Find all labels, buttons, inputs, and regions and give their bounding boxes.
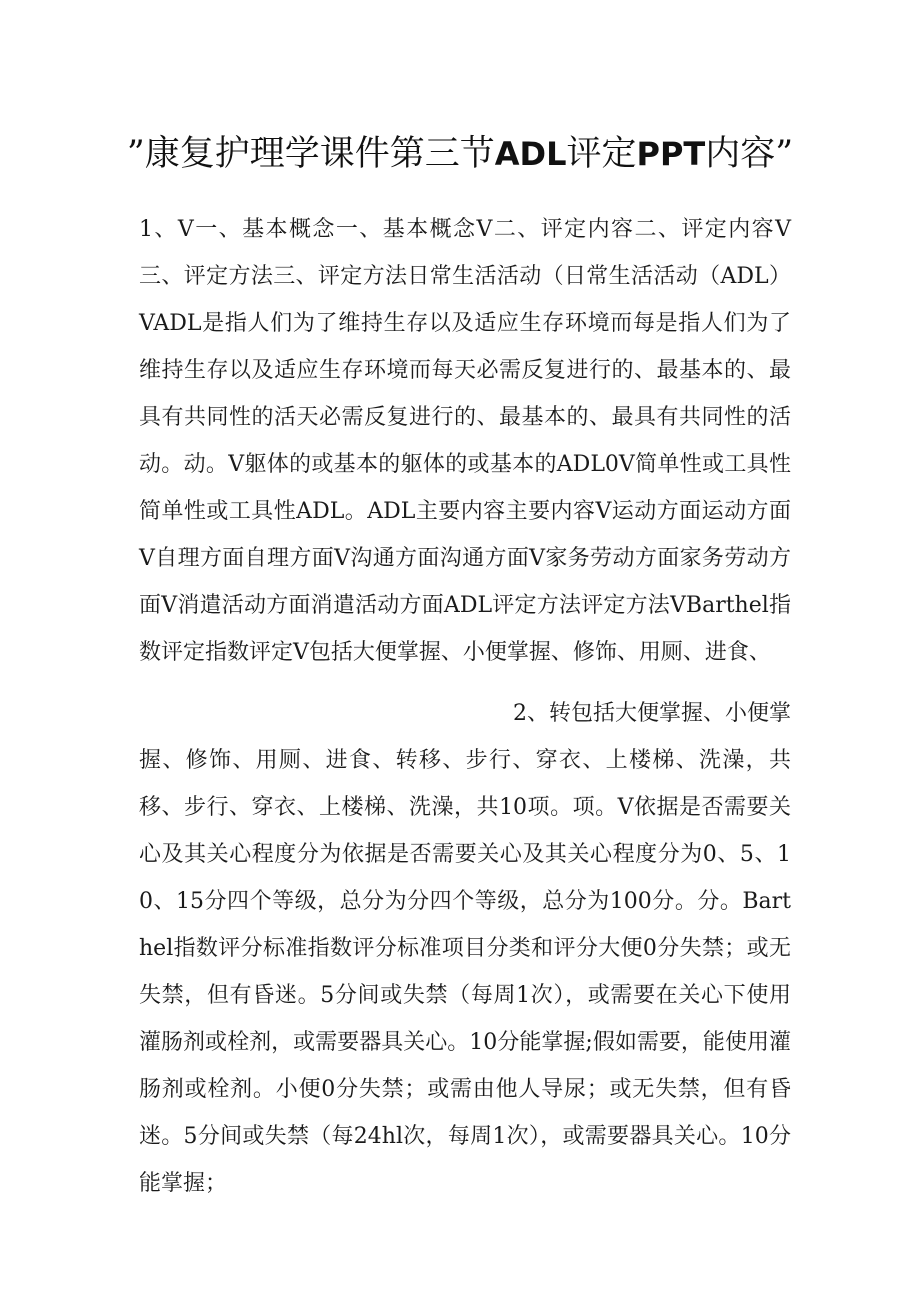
title-suffix: 内容” — [705, 134, 794, 174]
paragraph-2-lead: 2、转包括大便掌握、小便掌 — [513, 701, 791, 726]
title-mid: 评定 — [566, 134, 637, 174]
title-ppt: PPT — [636, 135, 706, 173]
document-title — [100, 128, 820, 180]
body-paragraph-1: 1、V一、基本概念一、基本概念V二、评定内容二、评定内容V三、评定方法三、评定方法日常生活活动（日常生活活动（ADL）VADL是指人们为了维持生存以及适应生存环境而每是指人们为了维持生存以及适应生存环境而每天必需反复进行的、最基本的、最具有共同性的活天必需反复进行的、最基本的、最具有共同性的活动。动。V躯体的或基本的躯体的或基本的ADL0V简单性或工具性简单性或工具性ADL。ADL主要内容主要内容V运动方面运动方面V自理方面自理方面V沟通方面沟通方面V家务劳动方面家务劳动方面V消遣活动方面消遣活动方面ADL评定方法评定方法VBarthel指数评定指数评定V包括大便掌握、小便掌握、修饰、用厕、进食、 — [139, 217, 791, 665]
title-adl: ADL — [494, 135, 567, 173]
body-paragraph-2 — [139, 690, 791, 1207]
title-prefix: ”康复护理学课件第三节 — [126, 134, 495, 174]
paragraph-2-text: 握、修饰、用厕、进食、转移、步行、穿衣、上楼梯、洗澡，共移、步行、穿衣、上楼梯、洗澡，共10项。项。V依据是否需要关心及其关心程度分为依据是否需要关心及其关心程度分为0、5、10、15分四个等级，总分为分四个等级，总分为100分。分。Barthel指数评分标准指数评分标准项目分类和评分大便0分失禁；或无失禁，但有昏迷。5分间或失禁（每周1次），或需要在关心下使用灌肠剂或栓剂，或需要器具关心。10分能掌握;假如需要，能使用灌肠剂或栓剂。小便0分失禁；或需由他人导尿；或无失禁，但有昏迷。5分间或失禁（每24hl次，每周1次），或需要器具关心。10分能掌握； — [139, 748, 791, 1196]
